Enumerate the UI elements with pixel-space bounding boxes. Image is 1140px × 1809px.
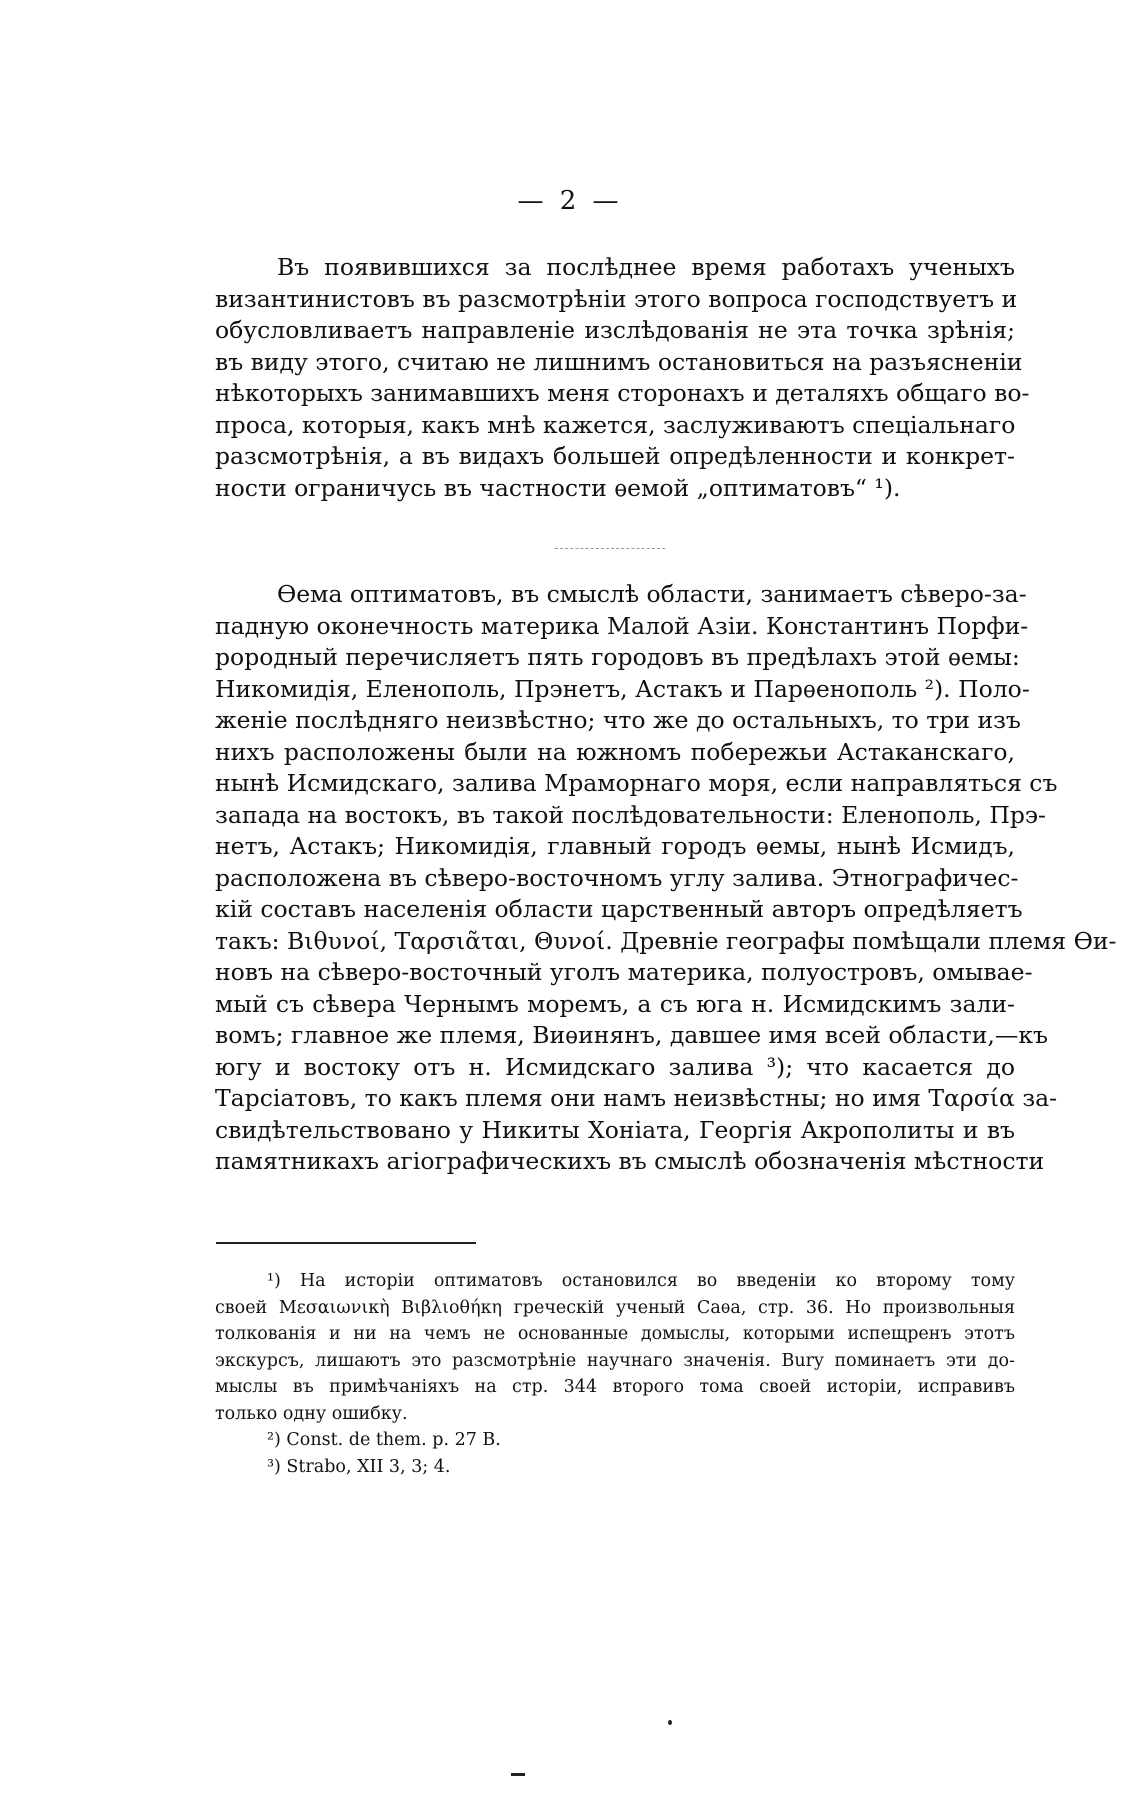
text-line: югу и востоку отъ н. Исмидскаго залива ³); что касается до (215, 1052, 1015, 1081)
text-line: рородный перечисляетъ пять городовъ въ предѣлахъ этой ѳемы: (215, 643, 1020, 671)
text-line: женіе послѣдняго неизвѣстно; что же до остальныхъ, то три изъ (215, 706, 1021, 734)
text-line: ности ограничусь въ частности ѳемой „оптиматовъ“ ¹). (215, 473, 901, 502)
text-line: нынѣ Исмидскаго, залива Мраморнаго моря, если направляться съ (215, 769, 1058, 797)
paragraph-1 (215, 252, 1030, 504)
text-line: Ѳема оптиматовъ, въ смыслѣ области, занимаетъ сѣверо-за- (277, 580, 1027, 608)
print-mark (511, 1773, 525, 1776)
text-line: обусловливаетъ направленіе изслѣдованія не эта точка зрѣнія; (215, 316, 1015, 344)
text-line: Тарсіатовъ, то какъ племя они намъ неизвѣстны; но имя Ταρσία за- (215, 1084, 1058, 1112)
text-line: новъ на сѣверо-восточный уголъ материка, полуостровъ, омывае- (215, 958, 1033, 986)
text-line: въ виду этого, считаю не лишнимъ остановиться на разъясненіи (215, 347, 1023, 376)
footnote-1-line: экскурсъ, лишаютъ это разсмотрѣніе научнаго значенія. Bury поминаетъ эти до- (215, 1350, 1015, 1371)
paragraph-2 (215, 579, 1117, 1178)
text-line: византинистовъ въ разсмотрѣніи этого вопроса господствуетъ и (215, 284, 1018, 313)
footnote-1-line: своей Μεσαιωνικὴ Βιβλιοθήκη греческій ученый Саѳа, стр. 36. Но произвольныя (215, 1297, 1015, 1318)
text-line: нетъ, Астакъ; Никомидія, главный городъ ѳемы, нынѣ Исмидъ, (215, 832, 1015, 860)
section-separator (555, 548, 665, 549)
text-line: нихъ расположены были на южномъ побережьи Астаканскаго, (215, 737, 1015, 766)
footnote-rule (216, 1242, 476, 1244)
text-line: вомъ; главное же племя, Виѳинянъ, давшее имя всей области,—къ (215, 1021, 1048, 1049)
text-line: Въ появившихся за послѣднее время работахъ ученыхъ (277, 253, 1015, 281)
footnote-1-line: толкованія и ни на чемъ не основанные домыслы, которыми испещренъ этотъ (215, 1324, 1015, 1344)
footnote-1-line: только одну ошибку. (215, 1403, 408, 1424)
footnotes (215, 1268, 1015, 1480)
footnote-1-line: мыслы въ примѣчаніяхъ на стр. 344 второго тома своей исторіи, исправивъ (215, 1377, 1015, 1397)
text-line: разсмотрѣнія, а въ видахъ большей опредѣленности и конкрет- (215, 442, 1015, 470)
text-line: памятникахъ агіографическихъ въ смыслѣ обозначенія мѣстности (215, 1147, 1045, 1175)
text-line: такъ: Βιθυνοί, Ταρσιᾶται, Θυνοί. Древніе географы помѣщали племя Ѳи- (215, 926, 1117, 955)
text-line: расположена въ сѣверо-восточномъ углу залива. Этнографичес- (215, 863, 1019, 892)
page-number: — 2 — (517, 186, 623, 216)
footnote-3: ³) Strabo, XII 3, 3; 4. (267, 1456, 451, 1477)
print-speck (668, 1720, 672, 1725)
text-line: нѣкоторыхъ занимавшихъ меня сторонахъ и деталяхъ общаго во- (215, 379, 1030, 407)
text-line: свидѣтельствовано у Никиты Хоніата, Георгія Акрополиты и въ (215, 1115, 1015, 1144)
text-line: кій составъ населенія области царственный авторъ опредѣляетъ (215, 895, 1023, 923)
footnote-1-line: ¹) На исторіи оптиматовъ остановился во введеніи ко второму тому (267, 1271, 1015, 1291)
footnote-2: ²) Const. de them. p. 27 B. (267, 1430, 501, 1450)
text-line: запада на востокъ, въ такой послѣдовательности: Еленополь, Прэ- (215, 800, 1046, 829)
text-line: Никомидія, Еленополь, Прэнетъ, Астакъ и Парѳенополь ²). Поло- (215, 674, 1030, 703)
text-line: падную оконечность материка Малой Азіи. Константинъ Порфи- (215, 611, 1029, 640)
text-line: проса, которыя, какъ мнѣ кажется, заслуживаютъ спеціальнаго (215, 410, 1016, 439)
text-line: мый съ сѣвера Чернымъ моремъ, а съ юга н. Исмидскимъ зали- (215, 989, 1015, 1018)
